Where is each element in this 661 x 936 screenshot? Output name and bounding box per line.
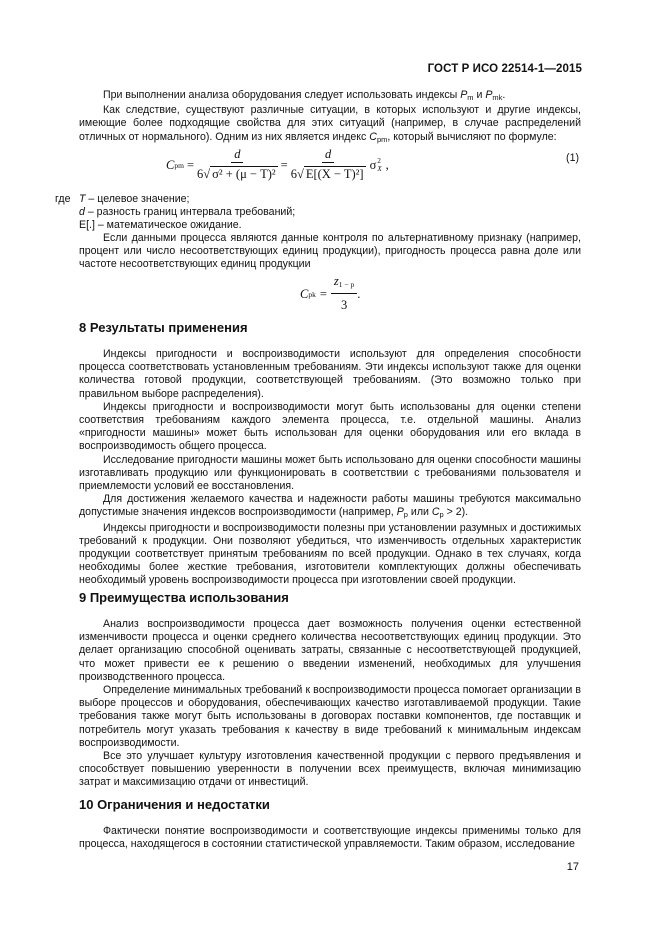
section-9-paragraph: Все это улучшает культуру изготовления качественной продукции с первого предъявления и способствует повышению уверенности в получении всех преимуществ, включая минимизацию затрат и максимизацию отдачи от инвестиций. — [79, 750, 581, 789]
formula-1-number: (1) — [566, 152, 579, 164]
section-8-paragraph: Индексы пригодности и воспроизводимости используют для определения способности процесса соответствовать установленным требованиям. Эти индексы используют также для оценки количества готовой продукции, соответствующей требованиям. (Это возможно только при правильном выборе распределения). — [79, 348, 581, 400]
section-8 — [79, 320, 581, 588]
formula-cpm-fraction-1: $\frac{d}{\text{6√ σ² + (μ − T)²}}$ — [197, 147, 276, 181]
intro-paragraph-1: При выполнении анализа оборудования следует использовать индексы $P_m$ и $P_{mk}$. — [103, 89, 506, 102]
formula-legend: где T – целевое значение; d – разность границ интервала требований; E[.] – математическое ожидание. — [55, 193, 296, 232]
page-number: 17 — [566, 861, 579, 873]
section-9-title: 9 Преимущества использования — [79, 590, 289, 605]
section-8-paragraph: Для достижения желаемого качества и надежности работы машины требуются максимально допустимые значения индексов воспроизводимости (например, $P_p$ или $C_p > 2$). — [79, 493, 581, 520]
section-9 — [79, 590, 581, 790]
standard-header: ГОСТ Р ИСО 22514-1—2015 — [427, 63, 582, 75]
section-8-paragraph: Индексы пригодности и воспроизводимости могут быть использованы для оценки степени соответствия требованиям каждого элемента процесса, т.е. отдельной машины. Анализ «пригодности машины» может быть использован для оценки оборудования или его вклада в воспроизводимость общего процесса. — [79, 400, 581, 453]
section-10-title: 10 Ограничения и недостатки — [79, 797, 270, 812]
section-9-paragraph: Анализ воспроизводимости процесса дает возможность получения оценки естественной изменчивости процесса и оценки среднего количества несоответствующих единиц продукции. Это делает организацию способной оценивать затраты, связанные с несоответствующей продукцией, что может привести ее к решению о введении изменений, необходимых для улучшения производственного процесса. — [79, 618, 581, 683]
section-10-paragraph: Фактически понятие воспроизводимости и соответствующие индексы применимы только для процесса, находящегося в состоянии статистической управляемости. Таким образом, исследование — [79, 825, 581, 851]
alt-attribute-paragraph: Если данными процесса являются данные контроля по альтернативному признаку (например, процент или число несоответствующих единиц продукции), пригодность процесса равна доле или частоте несоответствующих единиц продукции — [79, 232, 581, 271]
section-8-paragraph: Исследование пригодности машины может быть использовано для оценки способности машины изготавливать продукцию или функционировать в соответствии с требованиями пользователя и приемлемости условий ее восстановления. — [79, 453, 581, 493]
section-10 — [79, 797, 581, 851]
section-9-paragraph: Определение минимальных требований к воспроизводимости процесса помогает организации в выборе процессов и оборудования, обеспечивающих качество изготавливаемой продукции. Такие требования также могут быть использованы в договорах поставки компонентов, где поставщик и потребитель могут указать требования к качеству в виде требований к минимальным индексам воспроизводимости. — [79, 684, 581, 749]
section-8-paragraph: Индексы пригодности и воспроизводимости полезны при установлении разумных и достижимых требований к продукции. Они позволяют убедиться, что изменчивость отдельных характеристик продукции соответствует принятым требованиям по всей продукции. Однако в тех случаях, когда необходимы более жесткие требования, изготовители комплектующих должны обеспечивать необходимый уровень воспроизводимости процесса при изготовлении своей продукции. — [79, 521, 581, 587]
section-8-title: 8 Результаты применения — [79, 320, 248, 335]
intro-block — [79, 89, 581, 146]
formula-cpk: C pk = $\frac{z_{1 - p}}{3}$ . — [300, 274, 361, 312]
intro-paragraph-2: Как следствие, существуют различные ситуации, в которых используют и другие индексы, имеющие более подходящие свойства для этих ситуаций (например, в случае распределений отличных от нормального). Одним из них является индекс $C_{pm}$, который вычисляют по формуле: — [79, 104, 581, 144]
formula-cpm-fraction-2: $\frac{d}{\text{6√ E[(X − T)²]}}$ — [290, 147, 364, 181]
alt-attribute-paragraph-block — [79, 232, 581, 272]
formula-cpm: C pm = $\frac{d}{\text{6√ σ² + (μ − T)²}}$ = $\frac{d}{\text{6√ E[(X − T)²]}}$ σ 2 X , — [166, 147, 389, 181]
